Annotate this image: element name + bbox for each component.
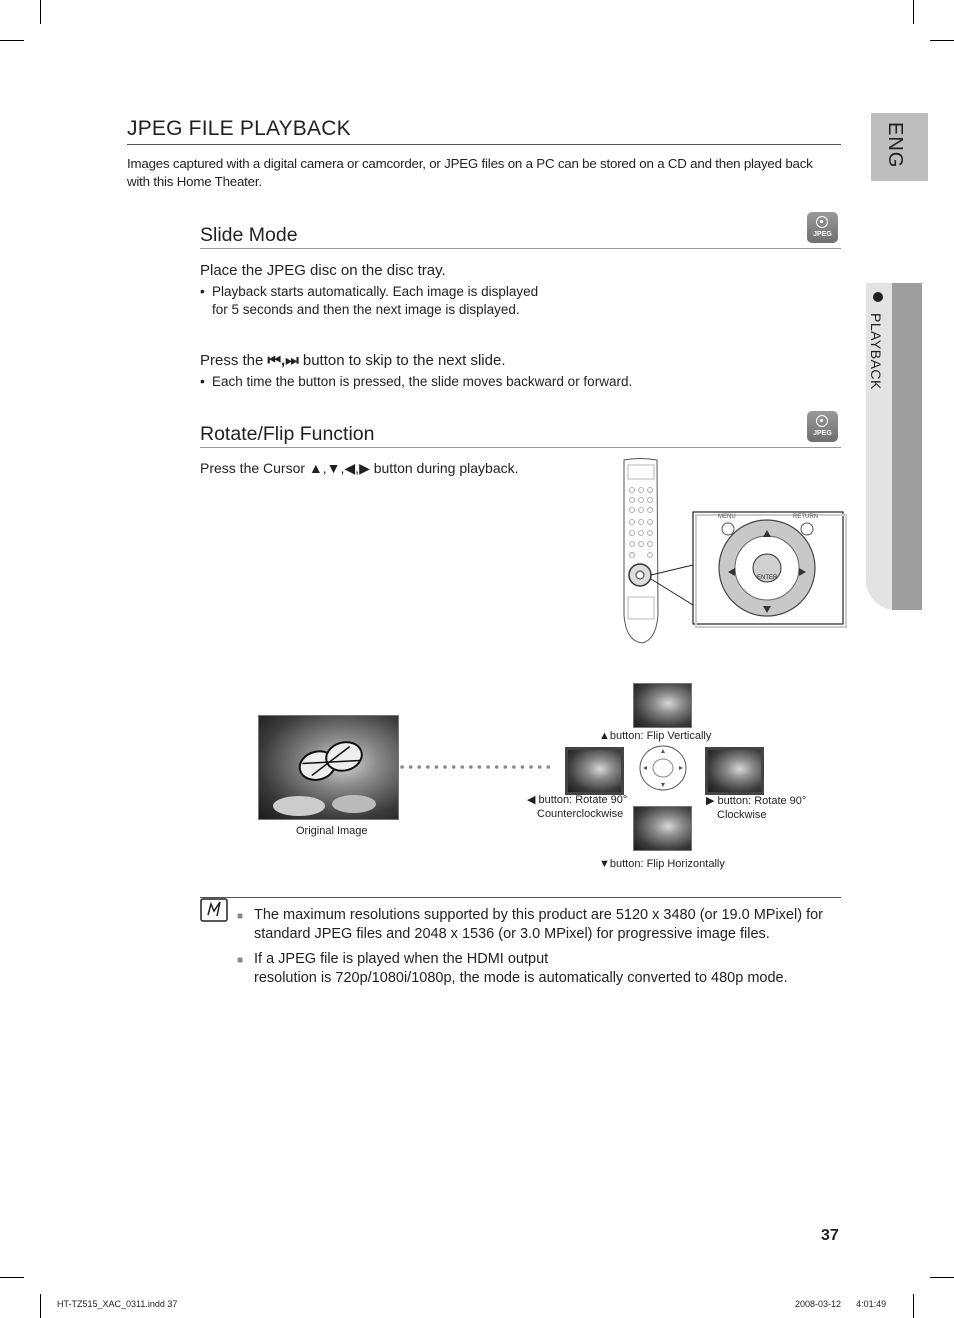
flip-horizontal-caption: ▼button: Flip Horizontally bbox=[599, 858, 725, 870]
flip-vertical-image bbox=[633, 683, 692, 728]
section-tab bbox=[892, 283, 922, 610]
crop-mark bbox=[930, 40, 954, 41]
note-1-line-1: The maximum resolutions supported by this product are 5120 x 3480 (or 19.0 MPixel) for bbox=[254, 907, 823, 923]
rotate-instruction: Press the Cursor ▲,▼,◀,▶ button during playback. bbox=[200, 460, 519, 476]
bullet-icon: • bbox=[200, 284, 205, 299]
flip-vertical-caption: ▲button: Flip Vertically bbox=[599, 730, 712, 742]
rotate-cw-caption-2: Clockwise bbox=[717, 809, 767, 821]
note-bullet-icon: ■ bbox=[237, 955, 244, 966]
crop-mark bbox=[40, 0, 41, 24]
note-1-line-2: standard JPEG files and 2048 x 1536 (or 3.0 MPixel) for progressive image files. bbox=[254, 926, 770, 942]
original-image bbox=[258, 715, 399, 820]
section-bullet-icon bbox=[873, 292, 883, 302]
footer-date bbox=[795, 1299, 886, 1309]
crop-mark bbox=[0, 1277, 24, 1278]
intro-line-1: Images captured with a digital camera or camcorder, or JPEG files on a PC can be stored on a CD and then played back bbox=[127, 156, 813, 171]
bullet-icon: • bbox=[200, 374, 205, 389]
remote-menu-label: MENU bbox=[718, 514, 736, 520]
rotate-ccw-caption-2: Counterclockwise bbox=[537, 808, 624, 820]
cursor-pad-icon bbox=[638, 744, 688, 792]
jpeg-disc-badge bbox=[807, 212, 838, 243]
page-number: 37 bbox=[821, 1227, 839, 1244]
language-tab bbox=[871, 113, 928, 181]
remote-enter-label: ENTER bbox=[757, 575, 778, 581]
page-title: JPEG FILE PLAYBACK bbox=[127, 117, 351, 140]
crop-mark bbox=[913, 1294, 914, 1318]
butterfly-picture bbox=[259, 716, 398, 819]
intro-line-2: with this Home Theater. bbox=[127, 174, 262, 189]
note-icon bbox=[200, 898, 228, 922]
slide-instruction-2 bbox=[200, 352, 506, 369]
title-divider bbox=[127, 144, 841, 145]
flip-horizontal-image bbox=[633, 806, 692, 851]
crop-mark bbox=[40, 1294, 41, 1318]
slide-bullet-1-line-1: Playback starts automatically. Each image is displayed bbox=[212, 284, 539, 299]
note-2-line-1: If a JPEG file is played when the HDMI output bbox=[254, 951, 549, 967]
section-tab-label: PLAYBACK bbox=[868, 313, 884, 390]
remote-illustration bbox=[600, 455, 850, 650]
slide-mode-title: Slide Mode bbox=[200, 224, 298, 246]
slide-instruction-2-prefix: Press the bbox=[200, 352, 268, 369]
jpeg-badge-label: JPEG bbox=[813, 430, 832, 437]
slide-mode-divider bbox=[200, 248, 841, 249]
disc-icon bbox=[816, 415, 828, 427]
jpeg-badge-label: JPEG bbox=[813, 231, 832, 238]
crop-mark bbox=[930, 1277, 954, 1278]
remote-return-label: RETURN bbox=[793, 514, 818, 520]
intro-text bbox=[127, 155, 843, 191]
rotate-ccw-caption-1: ◀ button: Rotate 90° bbox=[527, 794, 628, 806]
footer-time-marker bbox=[844, 1299, 854, 1309]
slide-instruction-1: Place the JPEG disc on the disc tray. bbox=[200, 262, 446, 279]
disc-icon bbox=[816, 216, 828, 228]
notes-divider bbox=[200, 897, 841, 898]
language-tab-label: ENG bbox=[884, 122, 906, 169]
original-image-caption: Original Image bbox=[296, 825, 368, 837]
dotted-connector bbox=[398, 761, 558, 773]
footer-date-value: 2008-03-12 bbox=[795, 1299, 842, 1309]
note-2-line-2: resolution is 720p/1080i/1080p, the mode is automatically converted to 480p mode. bbox=[254, 970, 788, 986]
crop-mark bbox=[913, 0, 914, 24]
footer-file: HT-TZ515_XAC_0311.indd 37 bbox=[57, 1299, 178, 1309]
jpeg-disc-badge bbox=[807, 411, 838, 442]
rotate-flip-divider bbox=[200, 447, 841, 448]
rotate-clockwise-image bbox=[705, 747, 764, 795]
rotate-flip-title: Rotate/Flip Function bbox=[200, 423, 375, 445]
slide-instruction-2-suffix: button to skip to the next slide. bbox=[298, 352, 506, 369]
slide-bullet-1-line-2: for 5 seconds and then the next image is displayed. bbox=[212, 302, 520, 317]
skip-buttons-icon: ⏮,⏭ bbox=[267, 352, 299, 369]
rotate-cw-caption-1: ▶ button: Rotate 90° bbox=[706, 795, 807, 807]
crop-mark bbox=[0, 40, 24, 41]
footer-time: 4:01:49 bbox=[856, 1299, 887, 1309]
rotate-counterclockwise-image bbox=[565, 747, 624, 795]
note-bullet-icon: ■ bbox=[237, 911, 244, 922]
slide-bullet-2-text: Each time the button is pressed, the slide moves backward or forward. bbox=[212, 374, 633, 389]
